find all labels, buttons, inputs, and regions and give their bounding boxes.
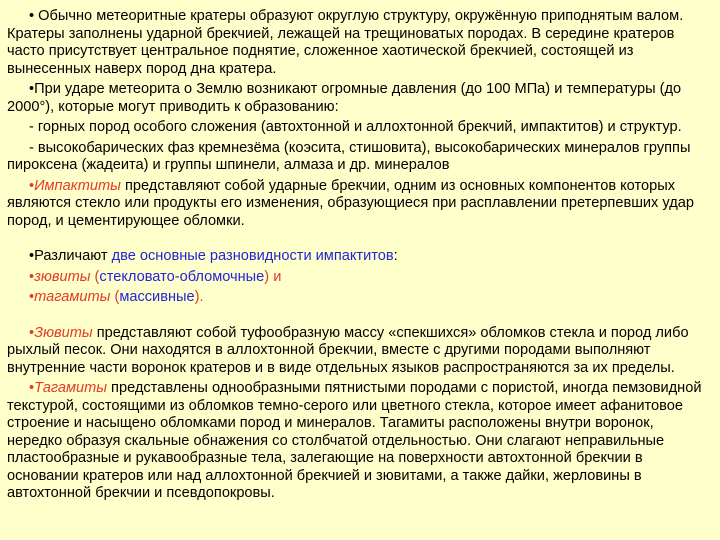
paren-close: ). (194, 289, 204, 305)
paragraph-text: представляют собой туфообразную массу «спекшихся» обломков стекла и пород либо рыхлый песок. Они находятся в аллохтонной брекчии, вместе с другими породами выполняют внутренние части воронок кратеров и в виде отдельных языков распространяются за их пределы. (7, 324, 689, 376)
term-tagamites: тагамиты (34, 289, 111, 305)
bullet: • (29, 380, 35, 396)
paragraph-tagamites (7, 380, 706, 503)
bullet: • (29, 248, 35, 264)
paragraph-text: При ударе метеорита о Землю возникают огромные давления (до 100 МПа) и температуры (до 2000°), которые могут приводить к образованию: (7, 81, 682, 115)
bullet: • (29, 81, 35, 97)
paragraph-text: представляют собой ударные брекчии, одним из основных компонентов которых являются стекло или продукты его изменения, образующиеся при расплавлении претерпевших удар пород, и цементирующее обломки. (7, 177, 694, 229)
paragraph-impact-conditions (7, 81, 706, 116)
paragraph-text: Обычно метеоритные кратеры образуют округлую структуру, окружённую приподнятым валом. Кратеры заполнены ударной брекчией, лежащей на трещиноватых породах. В середине кратеров часто присутствует центральное поднятие, сложенное хаотической брекчией, состоящей из вынесенных наверх пород дна кратера. (7, 8, 684, 77)
paren-open: ( (90, 268, 100, 285)
list-item-suevites (7, 269, 706, 287)
bullet: • (29, 8, 35, 24)
paragraph-tail: : (393, 248, 398, 264)
paragraph-text: - горных пород особого сложения (автохтонной и аллохтонной брекчий, импактитов) и структур. (29, 119, 682, 135)
paragraph-high-pressure-phases (7, 140, 706, 175)
paren-open: ( (110, 289, 120, 305)
paragraph-two-varieties (7, 248, 706, 266)
term-tagamites-heading: Тагамиты (34, 380, 107, 396)
bullet: • (29, 177, 35, 194)
term-impactites: Импактиты (34, 177, 121, 194)
list-item-tagamites (7, 289, 706, 307)
paragraph-text: представлены однообразными пятнистыми породами с пористой, иногда пемзовидной текстурой, состоящими из обломков темно-серого или цветного стекла, которое имеет афанитовое строение и насыщено обломками пород и минералов. Тагамиты расположены внутри воронок, нередко образуя скальные обнажения со столбчатой отдельностью. Они слагают неправильные пластообразные и рукавообразные тела, залегающие на поверхности автохтонной брекчии в основании кратеров или над аллохтонной брекчией и зювитами, а также дайки, жерловины в автохтонной брекчии и псевдопокровы. (7, 380, 702, 501)
bullet: • (29, 268, 35, 285)
term-suevites: зювиты (34, 268, 91, 285)
bullet: • (29, 324, 35, 341)
desc-suevites: стекловато-обломочные (99, 268, 265, 285)
paragraph-rock-structures (7, 119, 706, 137)
bullet: • (29, 289, 35, 305)
highlight-varieties: две основные разновидности импактитов (111, 248, 394, 264)
paragraph-suevites (7, 325, 706, 378)
paragraph-crater-structure (7, 8, 706, 78)
paren-close: ) и (264, 268, 282, 285)
paragraph-impactites (7, 178, 706, 231)
paragraph-text: - высокобарических фаз кремнезёма (коэсита, стишовита), высокобарических минералов группы пироксена (жадеита) и группы шпинели, алмаза и др. минералов (7, 139, 691, 173)
term-suevites-heading: Зювиты (34, 324, 93, 341)
paragraph-text: Различают (34, 248, 112, 264)
desc-tagamites: массивные (119, 289, 195, 305)
